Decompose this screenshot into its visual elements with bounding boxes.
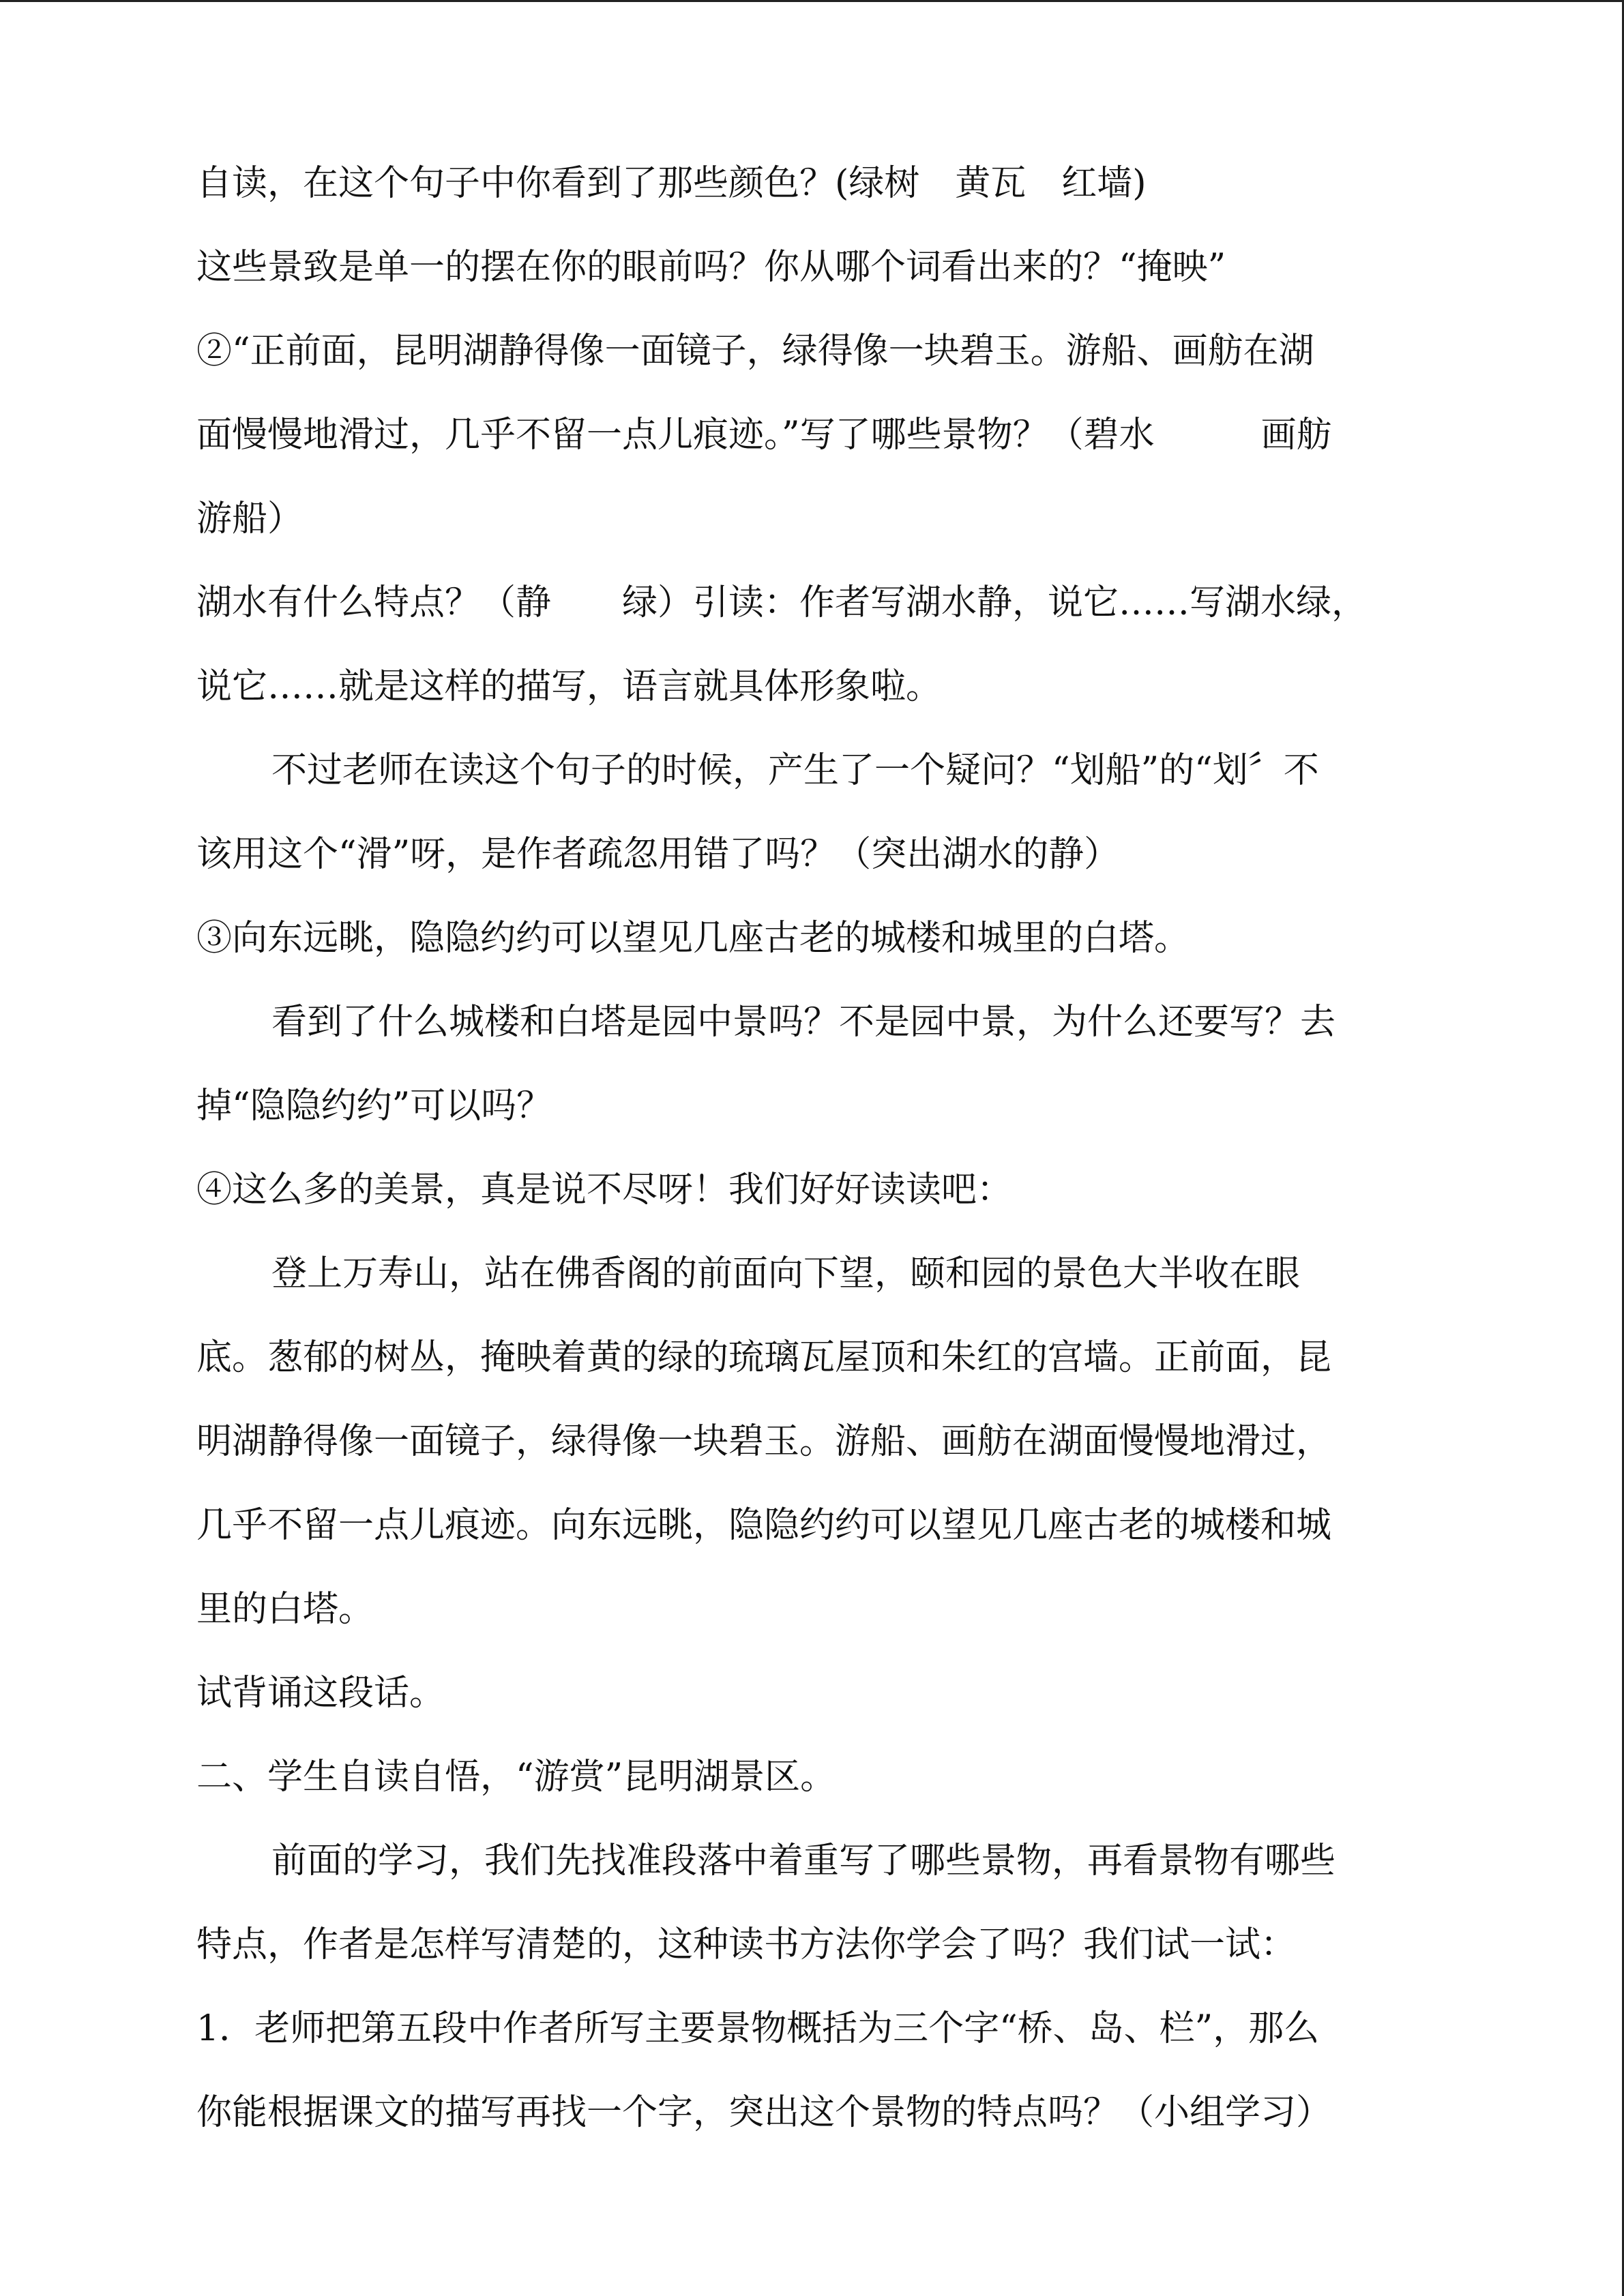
text-line: 面慢慢地滑过，几乎不留一点儿痕迹。”写了哪些景物？（碧水 画舫 [196, 415, 1332, 456]
text-line: 明湖静得像一面镜子，绿得像一块碧玉。游船、画舫在湖面慢慢地滑过， [196, 1421, 1332, 1462]
text-line: 游船） [196, 498, 304, 539]
text-line: 几乎不留一点儿痕迹。向东远眺，隐隐约约可以望见几座古老的城楼和城 [196, 1505, 1332, 1546]
text-line: 说它……就是这样的描写，语言就具体形象啦。 [196, 666, 942, 707]
text-line: ④这么多的美景，真是说不尽呀！我们好好读读吧： [196, 1169, 1013, 1210]
section-heading: 二、学生自读自悟，“游赏”昆明湖景区。 [196, 1757, 836, 1798]
text-line: 掉“隐隐约约”可以吗？ [196, 1086, 552, 1127]
text-line: 里的白塔。 [196, 1589, 374, 1630]
text-line: ③向东远眺，隐隐约约可以望见几座古老的城楼和城里的白塔。 [196, 918, 1190, 959]
text-line: ②“正前面，昆明湖静得像一面镜子，绿得像一块碧玉。游船、画舫在湖 [196, 331, 1314, 372]
text-line: 这些景致是单一的摆在你的眼前吗？你从哪个词看出来的？“掩映” [196, 247, 1226, 288]
text-line: 1．老师把第五段中作者所写主要景物概括为三个字“桥、岛、栏”，那么 [196, 2008, 1320, 2049]
document-body [196, 142, 1431, 2155]
text-line: 特点，作者是怎样写清楚的，这种读书方法你学会了吗？我们试一试： [196, 1924, 1297, 1965]
text-line: 底。葱郁的树丛，掩映着黄的绿的琉璃瓦屋顶和朱红的宫墙。正前面，昆 [196, 1337, 1332, 1378]
text-line: 不过老师在读这个句子的时候，产生了一个疑问？“划船”的“划〞不 [271, 750, 1319, 791]
text-line: 看到了什么城楼和白塔是园中景吗？不是园中景，为什么还要写？去 [271, 1002, 1336, 1043]
text-line: 登上万寿山，站在佛香阁的前面向下望，颐和园的景色大半收在眼 [271, 1253, 1301, 1294]
text-line: 试背诵这段话。 [196, 1673, 445, 1714]
text-line: 湖水有什么特点？（静 绿）引读：作者写湖水静，说它……写湖水绿， [196, 582, 1368, 623]
text-line: 自读，在这个句子中你看到了那些颜色？(绿树 黄瓦 红墙) [196, 163, 1147, 204]
text-line: 你能根据课文的描写再找一个字，突出这个景物的特点吗？（小组学习） [196, 2092, 1332, 2133]
text-line: 前面的学习，我们先找准段落中着重写了哪些景物，再看景物有哪些 [271, 1840, 1336, 1881]
text-line: 该用这个“滑”呀，是作者疏忽用错了吗？（突出湖水的静） [196, 834, 1120, 875]
